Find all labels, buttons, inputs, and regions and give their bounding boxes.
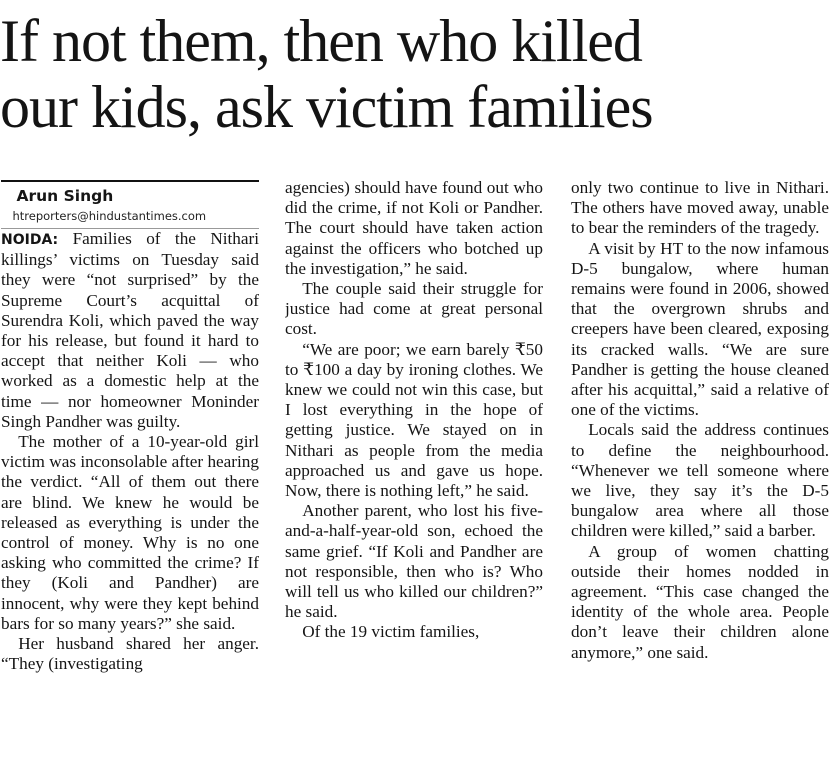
paragraph: The couple said their struggle for justice had come at great personal cost. [285, 279, 543, 339]
paragraph: “We are poor; we earn barely ₹50 to ₹100 a day by ironing clothes. We knew we could not win this case, but I lost everything in the hope of getting justice. We stayed on in Nithari as people from the media approached us and gave us hope. Now, there is nothing left,” he said. [285, 339, 543, 501]
byline [1, 180, 259, 229]
paragraph: The mother of a 10-year-old girl victim was inconsolable after hearing the verdict. “All of them out there are blind. We knew he would be released as everything is under the control of money. Why is no one asking who committed the crime? If they (Koli and Pandher) are innocent, why were they kept behind bars for so many years?” she said. [1, 432, 259, 633]
paragraph: Her husband shared her anger. “They (investigating [1, 634, 259, 674]
article-column-2 [285, 178, 543, 781]
dateline: NOIDA: [1, 232, 59, 248]
article-column-1 [1, 180, 259, 783]
article-column-3 [571, 178, 829, 781]
paragraph: Of the 19 victim families, [302, 622, 480, 642]
headline-line-1: If not them, then who killed [0, 8, 642, 74]
headline [0, 8, 831, 140]
paragraph: only two continue to live in Nithari. The others have moved away, unable to bear the reminders of the tragedy. [571, 178, 829, 238]
paragraph: Locals said the address continues to define the neighbourhood. “Whenever we tell someone where we live, they say it’s the D-5 bungalow area where all those children were killed,” said a barber. [571, 420, 829, 541]
paragraph: agencies) should have found out who did the crime, if not Koli or Pandher. The court should have taken action against the officers who botched up the investigation,” he said. [285, 178, 543, 278]
paragraph: A group of women chatting outside their homes nodded in agreement. “This case changed the identity of the whole area. People don’t leave their children alone anymore,” one said. [571, 541, 829, 662]
author-email: htreporters@hindustantimes.com [1, 206, 259, 229]
lead-paragraph [1, 229, 259, 432]
paragraph: Another parent, who lost his five-and-a-half-year-old son, echoed the same grief. “If Koli and Pandher are not responsible, then who is? Who will tell us who killed our children?” he said. [285, 501, 543, 622]
author-name: Arun Singh [16, 187, 114, 205]
lead-paragraph-text: Families of the Nithari killings’ victims on Tuesday said they were “not surprised” by the Supreme Court’s acquittal of Surendra Koli, which paved the way for his release, but found it hard to accept that neither Koli — who worked as a domestic help at the time — nor homeowner Moninder Singh Pandher was guilty. [1, 229, 259, 431]
headline-line-2: our kids, ask victim families [0, 74, 653, 140]
paragraph: A visit by HT to the now infamous D-5 bungalow, where human remains were found in 2006, showed that the overgrown shrubs and creepers have been cleared, exposing its cracked walls. “We are sure Pandher is getting the house cleaned after his acquittal,” said a relative of one of the victims. [571, 238, 829, 420]
